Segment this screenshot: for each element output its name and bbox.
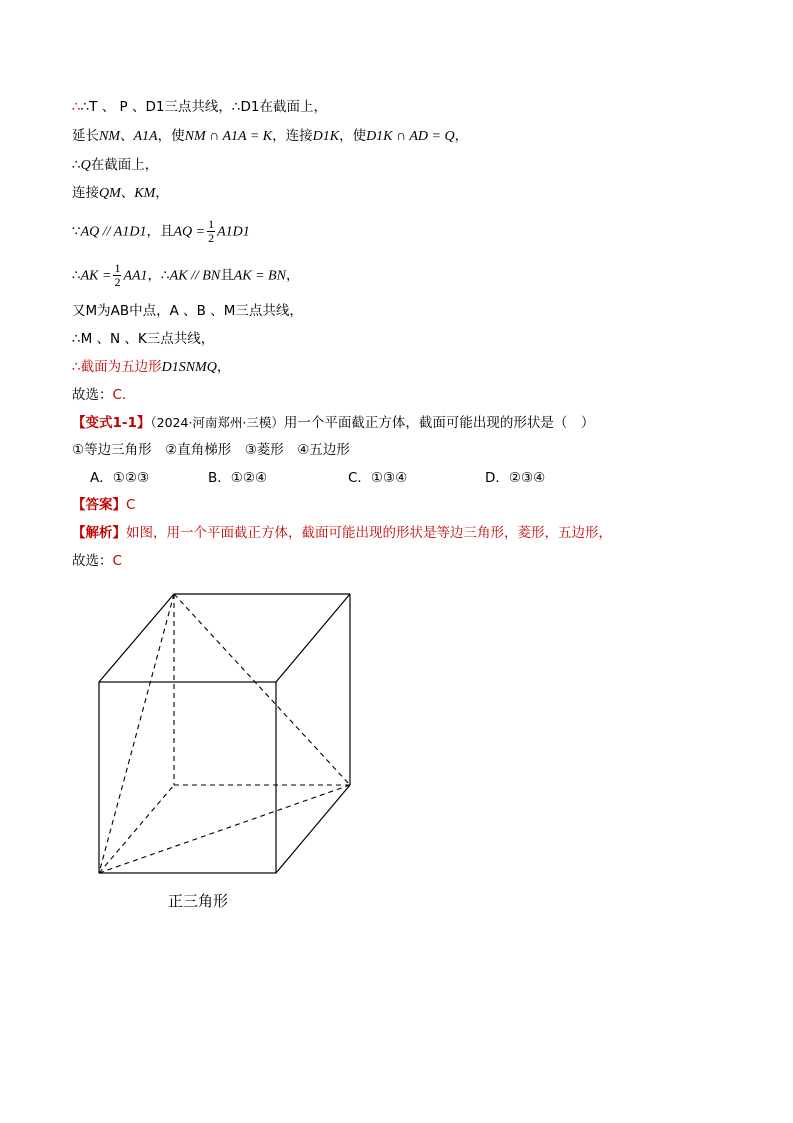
triangle-edge-1 [174,594,350,785]
text-on-section: 在截面上， [90,157,159,173]
shape-list [72,440,350,460]
solution-line-9 [72,357,230,378]
analysis-line [72,523,612,543]
analysis-text: 如图，用一个平面截正方体，截面可能出现的形状是等边三角形，菱形，五边形， [126,525,612,541]
math-nm: NM [99,129,120,144]
collinear-mnk-statement: ∴M 、N 、K三点共线， [72,331,215,347]
cube-front-face [99,682,276,873]
analysis-conclusion [72,551,122,571]
therefore-symbol: ∴ [72,267,81,284]
question-text: 用一个平面截正方体，截面可能出现的形状是（ ） [283,415,595,431]
solution-line-2 [72,126,468,147]
numerator: 1 [114,261,121,275]
text-sep: 、 [120,185,135,201]
math-ak-parallel-bn: AK // BN [169,268,221,284]
math-d1k: D1K [312,129,340,144]
math-qm: QM [99,186,121,201]
text-comma: ， [155,185,169,201]
text-make-2: ，使 [339,128,367,144]
numerator: 1 [208,217,215,231]
text-extend: 延长 [72,128,99,144]
option-c[interactable]: C．①③④ [348,470,408,486]
solution-line-3 [72,155,158,176]
choose-value: C [112,553,122,569]
text-sep: 、 [120,128,134,144]
math-km: KM [134,186,156,201]
option-d[interactable]: D．②③④ [485,470,546,486]
text-comma: ， [216,359,231,375]
answer-line [72,495,135,515]
question-stem [72,413,594,433]
solution-line-7 [72,301,303,321]
cube-top-right-edge [276,594,350,682]
math-a1d1: A1D1 [217,224,250,240]
math-ak-equals-bn: AK = BN [233,268,286,284]
shape-items: ①等边三角形 ②直角梯形 ③菱形 ④五边形 [72,442,350,458]
because-symbol: ∵ [72,223,81,240]
analysis-tag: 【解析】 [72,525,126,541]
text-and: 且 [220,267,234,284]
solution-line-8 [72,329,214,349]
denominator: 2 [208,231,215,245]
solution-line-6 [72,262,299,290]
options-row [72,468,612,488]
midpoint-statement: 又M为AB中点，A 、B 、M三点共线， [72,303,303,319]
cube-section-diagram [90,585,360,880]
denominator: 2 [114,275,121,289]
text-comma: ， [285,267,300,284]
question-tag: 【变式1-1】 [72,415,151,431]
therefore-symbol: ∴ [72,157,81,173]
choose-label: 故选： [72,387,113,403]
section-is-pentagon: ∴截面为五边形 [72,359,162,375]
figure-caption: 正三角形 [168,892,229,910]
math-parallel: AQ // A1D1 [80,224,147,240]
answer-tag: 【答案】 [72,497,126,513]
choose-label: 故选： [72,553,113,569]
option-b[interactable]: B．①②④ [208,470,268,486]
math-intersect-k: NM ∩ A1A = K [184,129,273,144]
solution-line-5 [72,218,250,246]
fraction-half [207,218,215,245]
math-intersect-q: D1K ∩ AD = Q [366,129,455,144]
math-q: Q [80,158,91,173]
question-source: （2024·河南郑州·三模） [150,415,284,430]
math-pentagon: D1SNMQ [161,360,217,375]
math-ak-equals: AK = [80,268,112,284]
math-aa1: AA1 [123,268,148,284]
text-therefore: ，∴ [147,267,170,284]
cube-top-left-edge [99,594,174,682]
fraction-half [113,262,121,289]
text-comma: ， [454,128,469,144]
text-and: ，且 [146,223,174,240]
solution-line-4 [72,183,169,204]
answer-value: C [126,497,136,513]
choose-value: C． [112,387,136,403]
collinear-statement: ∴T 、 P 、D1三点共线，∴D1在截面上， [80,99,328,115]
math-aq-equals: AQ = [173,224,206,240]
text-connect: ，连接 [272,128,313,144]
solution-line-1 [72,97,327,117]
text-connect: 连接 [72,185,99,201]
therefore-symbol: ∴ [72,99,81,115]
option-a[interactable]: A．①②③ [90,470,150,486]
text-make: ，使 [157,128,185,144]
math-a1a: A1A [133,129,158,144]
triangle-edge-2 [99,594,174,873]
solution-line-10 [72,385,135,405]
